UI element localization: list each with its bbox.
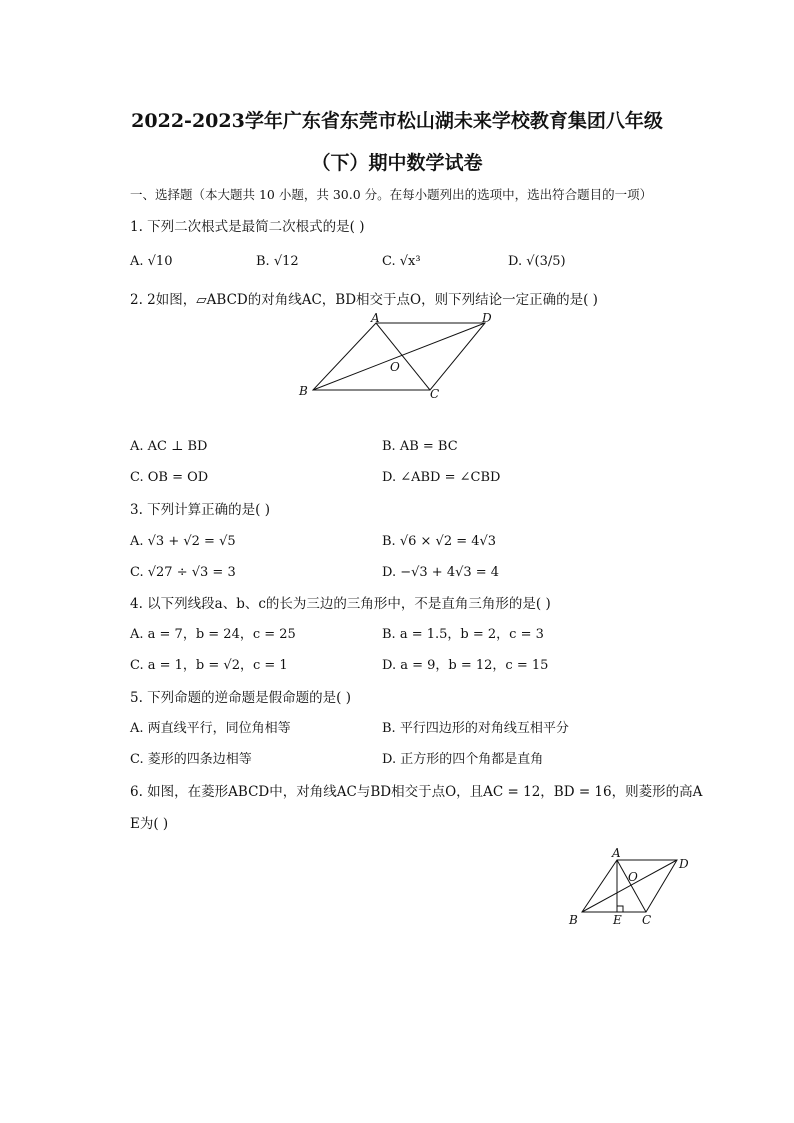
q6-label-e: E: [613, 913, 622, 927]
question-4-stem: 4. 以下列线段a、b、c的长为三边的三角形中，不是直角三角形的是( ): [130, 596, 551, 612]
q2-option-c: C. OB = OD: [130, 470, 209, 485]
q5-option-a: A. 两直线平行，同位角相等: [130, 721, 291, 736]
rhombus-figure: [560, 842, 700, 932]
q1-option-c: C. √x³: [382, 254, 421, 269]
q4-option-c: C. a = 1，b = √2，c = 1: [130, 658, 288, 673]
q2-label-a: A: [371, 311, 380, 325]
q2-option-d: D. ∠ABD = ∠CBD: [382, 470, 501, 485]
section-heading: 一、选择题（本大题共 10 小题，共 30.0 分。在每小题列出的选项中，选出符合题目的一项）: [130, 187, 653, 202]
q1-option-b: B. √12: [256, 254, 299, 269]
q6-label-a: A: [612, 846, 621, 860]
q2-label-o: O: [390, 360, 400, 374]
q4-option-b: B. a = 1.5，b = 2，c = 3: [382, 627, 544, 642]
q5-option-b: B. 平行四边形的对角线互相平分: [382, 721, 569, 736]
q4-option-a: A. a = 7，b = 24，c = 25: [130, 627, 296, 642]
q3-option-d: D. −√3 + 4√3 = 4: [382, 565, 500, 580]
q2-label-c: C: [430, 387, 440, 401]
q3-option-b: B. √6 × √2 = 4√3: [382, 534, 497, 549]
q2-option-a: A. AC ⊥ BD: [130, 439, 208, 454]
question-6-stem-line2: E为( ): [130, 816, 169, 832]
q2-label-d: D: [482, 311, 492, 325]
q5-option-d: D. 正方形的四个角都是直角: [382, 752, 544, 767]
question-5-stem: 5. 下列命题的逆命题是假命题的是( ): [130, 690, 351, 706]
q3-option-a: A. √3 + √2 = √5: [130, 534, 236, 549]
question-3-stem: 3. 下列计算正确的是( ): [130, 502, 270, 518]
page-title-line2: （下）期中数学试卷: [311, 152, 483, 174]
q4-option-d: D. a = 9，b = 12，c = 15: [382, 658, 549, 673]
q6-label-c: C: [642, 913, 652, 927]
question-1-stem: 1. 下列二次根式是最简二次根式的是( ): [130, 219, 365, 235]
q3-option-c: C. √27 ÷ √3 = 3: [130, 565, 236, 580]
q2-label-b: B: [299, 384, 308, 398]
q1-option-a: A. √10: [130, 254, 173, 269]
q6-label-b: B: [569, 913, 578, 927]
parallelogram-figure: [290, 308, 510, 408]
page-title-line1: 2022-2023学年广东省东莞市松山湖未来学校教育集团八年级: [131, 110, 663, 132]
question-2-stem: 2. 2如图，▱ABCD的对角线AC，BD相交于点O，则下列结论一定正确的是( ): [130, 292, 598, 308]
question-6-stem-line1: 6. 如图，在菱形ABCD中，对角线AC与BD相交于点O，且AC = 12，BD = 16，则菱形的高A: [130, 784, 703, 800]
q1-option-d: D. √(3/5): [508, 254, 566, 269]
q6-label-d: D: [679, 857, 689, 871]
q5-option-c: C. 菱形的四条边相等: [130, 752, 252, 767]
q6-label-o: O: [628, 870, 638, 884]
q2-option-b: B. AB = BC: [382, 439, 458, 454]
